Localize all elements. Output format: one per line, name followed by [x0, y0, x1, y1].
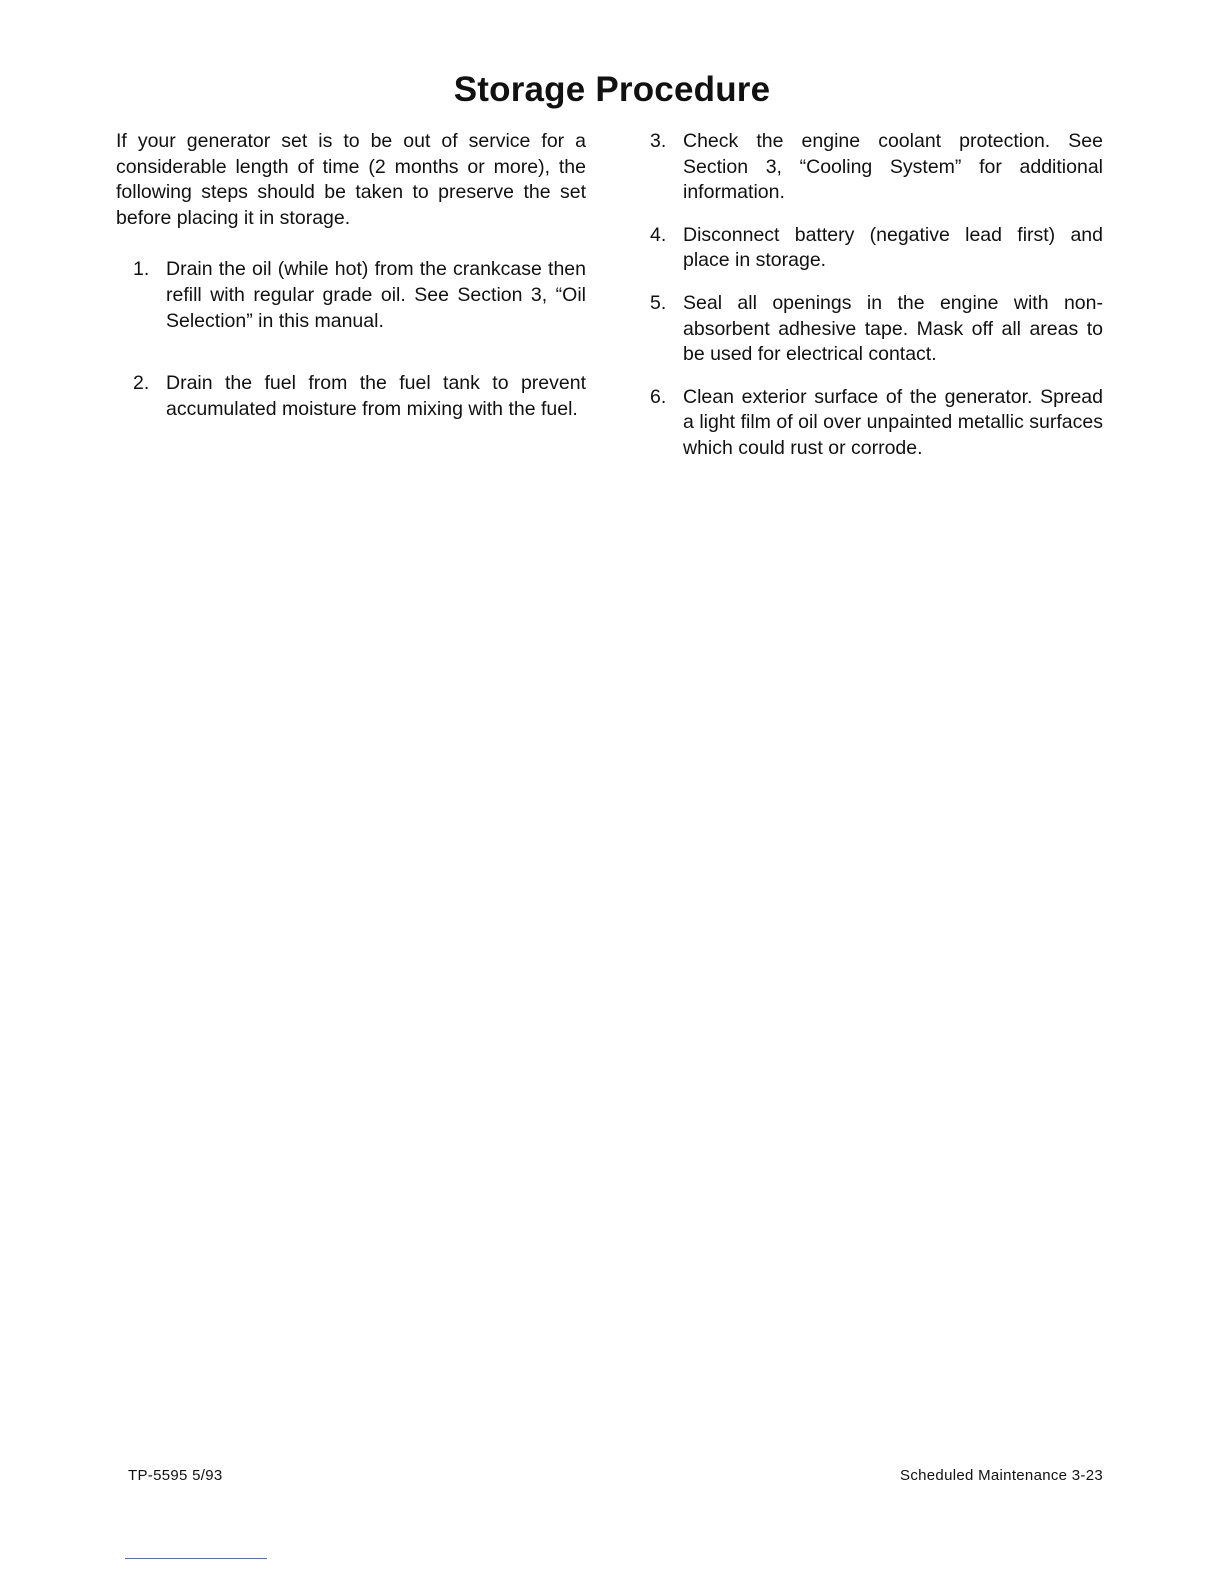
step-text: Disconnect battery (negative lead first) and place in storage.: [683, 223, 1103, 272]
step-text: Drain the fuel from the fuel tank to prevent accumulated moisture from mixing with the fuel.: [166, 372, 586, 420]
step-1: [116, 257, 586, 334]
step-number: 6.: [650, 385, 667, 408]
step-text: Seal all openings in the engine with non-absorbent adhesive tape. Mask off all areas to be used for electrical contact.: [683, 291, 1103, 366]
step-number: 5.: [650, 291, 667, 314]
step-number: 4.: [650, 223, 667, 246]
step-3: [650, 129, 1103, 206]
step-5: [650, 291, 1103, 368]
step-number: 1.: [133, 258, 150, 281]
step-4: [650, 223, 1103, 274]
right-column: [650, 129, 1103, 479]
step-6: [650, 385, 1103, 462]
step-number: 3.: [650, 130, 667, 152]
step-text: Check the engine coolant protection. See Section 3, “Cooling System” for additional information.: [683, 130, 1103, 204]
page-title: Storage Procedure: [453, 70, 771, 109]
step-text: Clean exterior surface of the generator. Spread a light film of oil over unpainted metallic surfaces which could rust or corrode.: [683, 385, 1103, 459]
step-number: 2.: [133, 372, 150, 395]
intro-paragraph: If your generator set is to be out of service for a considerable length of time (2 months or more), the following steps should be taken to preserve the set before placing it in storage.: [116, 130, 586, 229]
footer-doc-id: TP-5595 5/93: [128, 1467, 223, 1484]
left-column: [116, 129, 586, 422]
step-text: Drain the oil (while hot) from the crankcase then refill with regular grade oil. See Section 3, “Oil Selection” in this manual.: [166, 258, 586, 332]
footer-rule: [125, 1558, 267, 1559]
footer-page-number: Scheduled Maintenance 3-23: [900, 1467, 1103, 1484]
step-2: [116, 371, 586, 422]
